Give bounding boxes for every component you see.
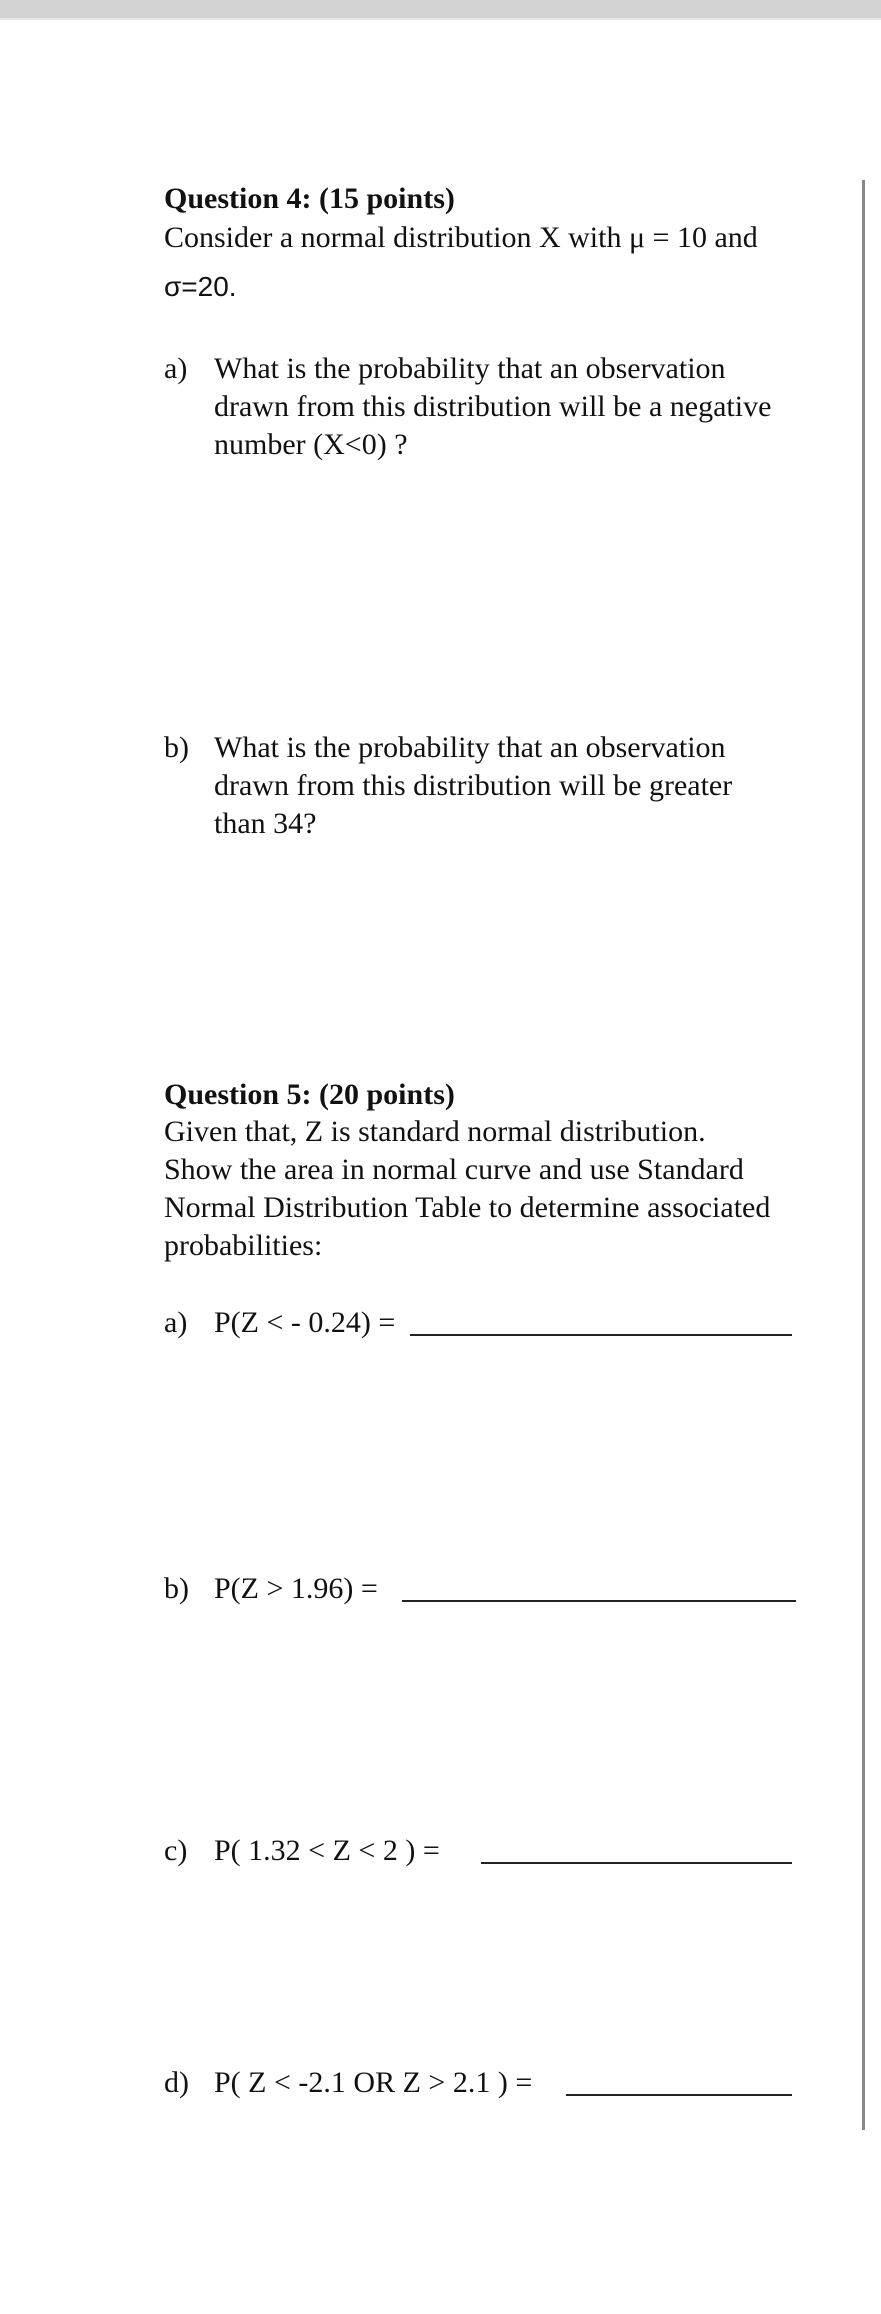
question5-part-a-label: a): [164, 1306, 188, 1339]
question4-part-a-label: a): [164, 352, 188, 385]
question4-part-a-line2: drawn from this distribution will be a negative: [214, 390, 772, 423]
question5-intro-line1: Given that, Z is standard normal distribution.: [164, 1115, 706, 1148]
question5-intro-line3: Normal Distribution Table to determine associated: [164, 1191, 771, 1224]
question5-part-b-answer-blank[interactable]: [402, 1600, 796, 1602]
question4-part-b-label: b): [164, 731, 189, 764]
top-bar-divider: [0, 18, 881, 20]
top-bar: [0, 0, 881, 18]
question5-part-d-answer-blank[interactable]: [566, 2094, 792, 2096]
question4-part-b-line1: What is the probability that an observation: [214, 731, 726, 764]
question5-part-c-text: P( 1.32 < Z < 2 ) =: [214, 1834, 440, 1867]
question4-part-b-line3: than 34?: [214, 807, 317, 840]
question5-part-c-label: c): [164, 1834, 188, 1867]
question5-intro-line2: Show the area in normal curve and use Standard: [164, 1153, 744, 1186]
question5-part-b-text: P(Z > 1.96) =: [214, 1572, 378, 1605]
question4-intro-line1: Consider a normal distribution X with μ = 10 and: [164, 221, 758, 254]
question4-part-b-line2: drawn from this distribution will be greater: [214, 769, 733, 802]
question5-part-a-text: P(Z < - 0.24) =: [214, 1306, 396, 1339]
question5-part-d-label: d): [164, 2066, 189, 2099]
question5-part-a-answer-blank[interactable]: [410, 1334, 792, 1336]
question4-part-a-line3: number (X<0) ?: [214, 428, 408, 461]
page-margin-line: [862, 180, 865, 2130]
question4-part-a-line1: What is the probability that an observation: [214, 352, 726, 385]
question5-part-c-answer-blank[interactable]: [481, 1862, 792, 1864]
question5-part-d-text: P( Z < -2.1 OR Z > 2.1 ) =: [214, 2066, 533, 2099]
question4-intro-line2: σ=20.: [164, 271, 237, 302]
question4-title: Question 4: (15 points): [164, 182, 455, 215]
question5-part-b-label: b): [164, 1572, 189, 1605]
question5-title: Question 5: (20 points): [164, 1078, 455, 1111]
question5-intro-line4: probabilities:: [164, 1229, 323, 1262]
